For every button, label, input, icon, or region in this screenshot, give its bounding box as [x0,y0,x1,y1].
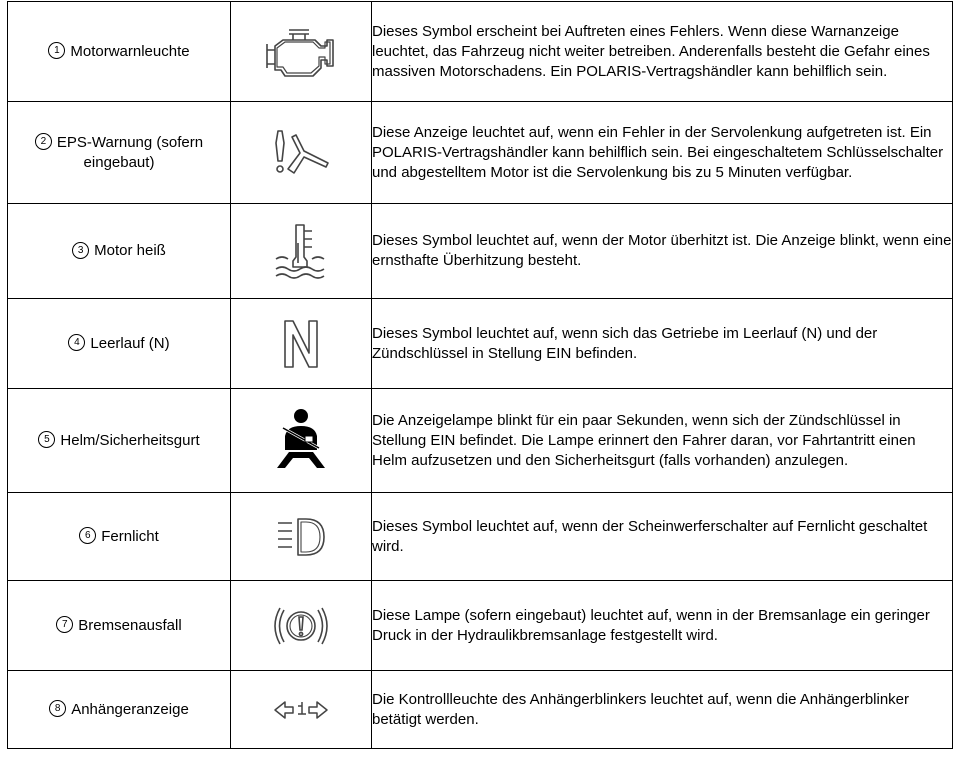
indicator-name: Anhängeranzeige [71,700,189,718]
indicator-table [7,1,953,749]
table-row [8,204,953,299]
indicator-icon-cell [231,102,372,204]
indicator-description: Dieses Symbol erscheint bei Auftreten eines Fehlers. Wenn diese Warnanzeige leuchtet, das Fahrzeug nicht weiter betreiben. Anderenfalls besteht die Gefahr eines massiven Motorschadens. Ein POLARIS-Vertragshändler kann behilflich sein. [372,2,953,102]
steering-warning-icon [266,123,336,183]
indicator-name-cell [8,389,231,493]
table-row [8,299,953,389]
item-number: 4 [68,334,85,351]
indicator-name-cell [8,2,231,102]
indicator-name: EPS-Warnung (sofern eingebaut) [56,133,204,171]
trailer-indicator-icon [271,698,331,722]
indicator-icon-cell [231,493,372,581]
item-number: 7 [56,616,73,633]
indicator-name-cell [8,299,231,389]
indicator-icon-cell [231,299,372,389]
indicator-icon-cell [231,204,372,299]
table-row [8,581,953,671]
indicator-icon-cell [231,389,372,493]
item-number: 1 [48,42,65,59]
indicator-name-cell [8,102,231,204]
engine-temperature-icon [268,219,334,283]
indicator-description: Dieses Symbol leuchtet auf, wenn sich das Getriebe im Leerlauf (N) und der Zündschlüssel in Stellung EIN befinden. [372,299,953,389]
indicator-description: Die Anzeigelampe blinkt für ein paar Sekunden, wenn sich der Zündschlüssel in Stellung EIN befindet. Die Lampe erinnert den Fahrer daran, vor Fahrtantritt einen Helm aufzusetzen und den Sicherheitsgurt (falls vorhanden) anzulegen. [372,389,953,493]
item-number: 5 [38,431,55,448]
indicator-name: Leerlauf (N) [90,334,170,352]
neutral-icon [279,317,323,371]
indicator-description: Dieses Symbol leuchtet auf, wenn der Motor überhitzt ist. Die Anzeige blinkt, wenn eine ernsthafte Überhitzung besteht. [372,204,953,299]
indicator-name: Bremsenausfall [78,616,182,634]
indicator-name-cell [8,493,231,581]
indicator-name-cell [8,204,231,299]
brake-warning-icon [271,602,331,650]
indicator-icon-cell [231,671,372,749]
item-number: 3 [72,242,89,259]
indicator-description: Die Kontrollleuchte des Anhängerblinkers leuchtet auf, wenn die Anhängerblinker betätigt werden. [372,671,953,749]
seatbelt-icon [271,406,331,476]
high-beam-icon [274,515,328,559]
table-row [8,2,953,102]
table-row [8,102,953,204]
indicator-description: Diese Lampe (sofern eingebaut) leuchtet auf, wenn in der Bremsanlage ein geringer Druck in der Hydraulikbremsanlage festgestellt wird. [372,581,953,671]
indicator-icon-cell [231,2,372,102]
table-row [8,493,953,581]
indicator-name-cell [8,581,231,671]
item-number: 2 [35,133,52,150]
indicator-description: Dieses Symbol leuchtet auf, wenn der Scheinwerferschalter auf Fernlicht geschaltet wird. [372,493,953,581]
indicator-icon-cell [231,581,372,671]
indicator-name: Fernlicht [101,527,159,545]
indicator-name: Helm/Sicherheitsgurt [60,431,200,449]
indicator-description: Diese Anzeige leuchtet auf, wenn ein Fehler in der Servolenkung aufgetreten ist. Ein POLARIS-Vertragshändler kann behilflich sein. Bei eingeschaltetem Schlüsselschalter und abgestelltem Motor ist die Servolenkung bis zu 5 Minuten verfügbar. [372,102,953,204]
table-row [8,389,953,493]
table-row [8,671,953,749]
indicator-name: Motorwarnleuchte [70,42,190,60]
engine-warning-icon [259,22,343,82]
indicator-name: Motor heiß [94,242,166,259]
indicator-name-cell [8,671,231,749]
item-number: 6 [79,527,96,544]
item-number: 8 [49,700,66,717]
